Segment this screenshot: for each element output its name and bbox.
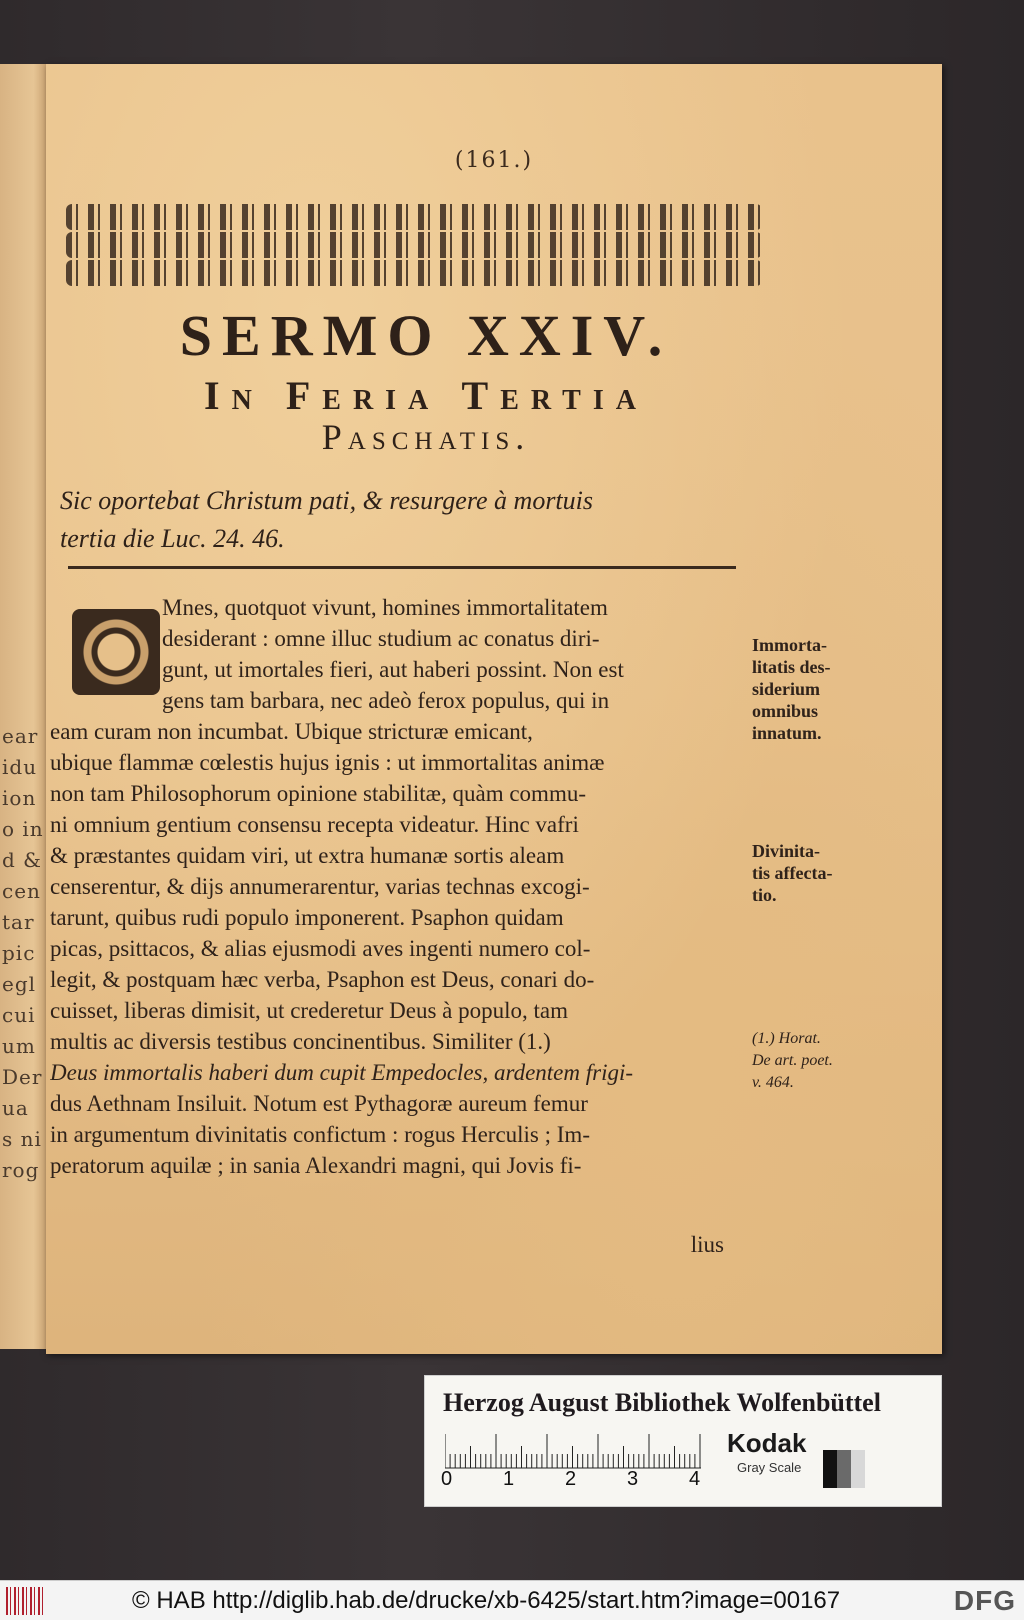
- margin-note-line: Immorta-: [752, 635, 827, 655]
- ruler-label: 3: [627, 1468, 639, 1490]
- margin-note-line: innatum.: [752, 723, 822, 743]
- library-color-card: [424, 1375, 942, 1507]
- margin-note-1: [752, 634, 922, 744]
- body-line: Mnes, quotquot vivunt, homines immortalitatem: [162, 595, 608, 620]
- prev-page-fragment: ear: [2, 724, 39, 748]
- margin-note-line: litatis des-: [752, 657, 831, 677]
- catchword: lius: [690, 1232, 724, 1257]
- gray-swatch-light: [851, 1450, 865, 1488]
- prev-page-fragment: Der: [2, 1065, 43, 1089]
- ornament-band-top: [66, 204, 762, 230]
- body-line: ubique flammæ cœlestis hujus ignis : ut immortalitas animæ: [50, 750, 605, 775]
- theme-line: tertia die Luc. 24. 46.: [60, 524, 285, 553]
- margin-note-line: Divinita-: [752, 841, 821, 861]
- page-number: (161.): [454, 148, 534, 173]
- margin-note-line: (1.) Horat.: [752, 1030, 821, 1047]
- viewer-footer: [0, 1580, 1024, 1620]
- margin-note-footnote: [752, 1028, 922, 1094]
- book-page: [46, 64, 942, 1354]
- ruler-label: 0: [441, 1468, 453, 1490]
- margin-note-line: omnibus: [752, 701, 819, 721]
- kodak-logo: Kodak: [727, 1428, 807, 1458]
- body-line: multis ac diversis testibus concinentibus. Similiter (1.): [50, 1029, 551, 1054]
- prev-page-fragment: cui: [2, 1003, 36, 1027]
- heading-rule: [68, 566, 736, 569]
- body-line: non tam Philosophorum opinione stabilitæ, quàm commu-: [50, 781, 586, 806]
- margin-note-line: tio.: [752, 885, 777, 905]
- body-text: [50, 592, 746, 1181]
- body-line: legit, & postquam hæc verba, Psaphon est Deus, conari do-: [50, 967, 595, 992]
- dfg-logo: DFG: [953, 1585, 1016, 1616]
- body-line: cuisset, liberas dimisit, ut crederetur Deus à populo, tam: [50, 998, 569, 1023]
- ornament-band-bottom: [66, 260, 762, 286]
- body-line: censerentur, & dijs annumerarentur, varias technas excogi-: [50, 874, 590, 899]
- body-line: gunt, ut imortales fieri, aut haberi possint. Non est: [162, 657, 624, 682]
- prev-page-fragment: s ni: [2, 1127, 42, 1151]
- ruler-label: 1: [503, 1468, 515, 1490]
- prev-page-fragment: pic: [2, 941, 36, 965]
- scripture-theme: [60, 482, 750, 558]
- prev-page-fragment: rog: [2, 1158, 40, 1182]
- margin-note-line: siderium: [752, 679, 821, 699]
- body-line: gens tam barbara, nec adeò ferox populus, qui in: [162, 688, 610, 713]
- previous-page-edge: [0, 64, 48, 1349]
- ruler-label: 4: [689, 1468, 701, 1490]
- sermon-subtitle: In Feria Tertia: [204, 373, 648, 418]
- body-line: peratorum aquilæ ; in sania Alexandri magni, qui Jovis fi-: [50, 1153, 582, 1178]
- prev-page-fragment: tar: [2, 910, 35, 934]
- library-name: Herzog August Bibliothek Wolfenbüttel: [443, 1388, 881, 1417]
- body-line: eam curam non incumbat. Ubique stricturæ emicant,: [50, 719, 533, 744]
- body-line: tarunt, quibus rudi populo imponerent. Psaphon quidam: [50, 905, 564, 930]
- gray-swatch-mid: [837, 1450, 851, 1488]
- body-line: desiderant : omne illuc studium ac conatus diri-: [162, 626, 600, 651]
- margin-note-line: tis affecta-: [752, 863, 833, 883]
- prev-page-fragment: idu: [2, 755, 38, 779]
- margin-note-line: v. 464.: [752, 1074, 794, 1091]
- body-line: dus Aethnam Insiluit. Notum est Pythagoræ aureum femur: [50, 1091, 588, 1116]
- margin-note-2: [752, 840, 922, 906]
- body-line: ni omnium gentium consensu recepta videatur. Hinc vafri: [50, 812, 579, 837]
- theme-line: Sic oportebat Christum pati, & resurgere à mortuis: [60, 486, 593, 515]
- prev-page-fragment: um: [2, 1034, 36, 1058]
- ornament-band-middle: [66, 232, 762, 258]
- ruler-label: 2: [565, 1468, 577, 1490]
- gray-swatch-black: [823, 1450, 837, 1488]
- barcode-icon: [6, 1587, 46, 1615]
- prev-page-fragment: o in: [2, 817, 44, 841]
- body-line: in argumentum divinitatis confictum : rogus Herculis ; Im-: [50, 1122, 590, 1147]
- body-line: & præstantes quidam viri, ut extra humanæ sortis aleam: [50, 843, 565, 868]
- scale-ruler: [445, 1434, 701, 1470]
- gray-scale-label: Gray Scale: [737, 1460, 802, 1475]
- copyright-link[interactable]: © HAB http://diglib.hab.de/drucke/xb-6425/start.htm?image=00167: [132, 1587, 841, 1614]
- sermon-subtitle-2: Paschatis.: [321, 417, 531, 457]
- prev-page-fragment: d &: [2, 848, 42, 872]
- prev-page-fragment: ua: [2, 1096, 29, 1120]
- prev-page-fragment: ion: [2, 786, 37, 810]
- prev-page-fragment: cen: [2, 879, 41, 903]
- body-line: Deus immortalis haberi dum cupit Empedocles, ardentem frigi-: [50, 1060, 634, 1085]
- body-line: picas, psittacos, & alias ejusmodi aves ingenti numero col-: [50, 936, 591, 961]
- sermon-title: SERMO XXIV.: [179, 303, 673, 368]
- prev-page-fragment: egl: [2, 972, 37, 996]
- margin-note-line: De art. poet.: [752, 1052, 833, 1069]
